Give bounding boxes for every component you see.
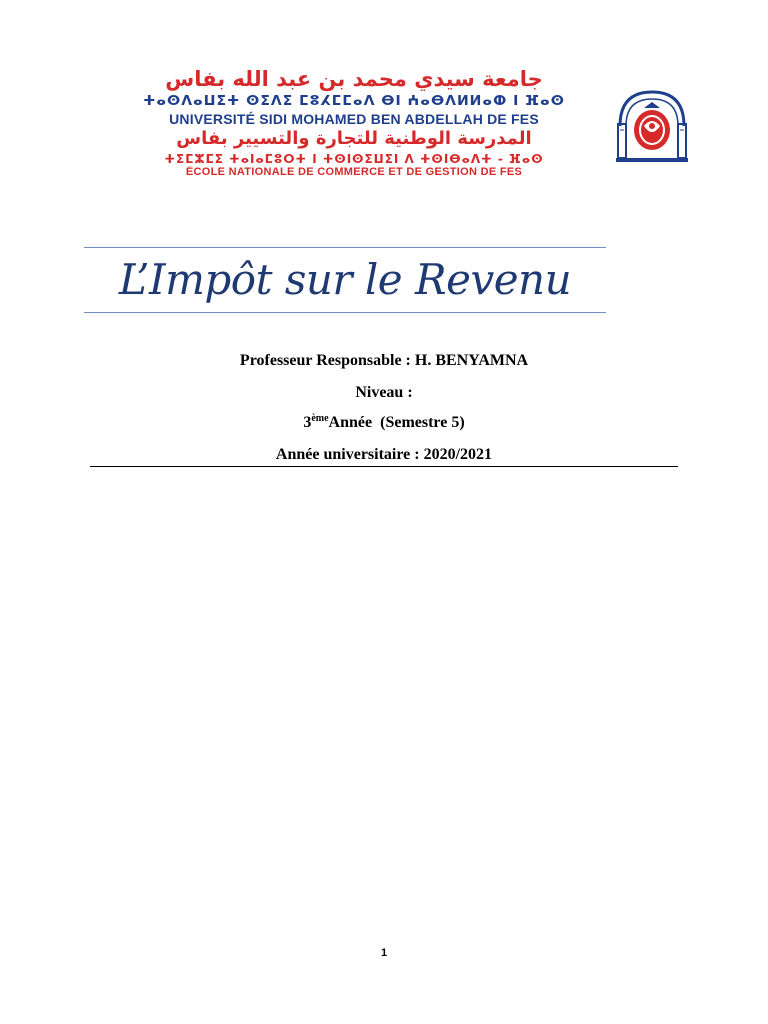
year-superscript: ème (311, 413, 329, 424)
letterhead (94, 66, 614, 178)
year-number: 3 (303, 414, 312, 431)
arabic-university-name: جامعة سيدي محمد بن عبد الله بفاس (165, 67, 543, 91)
year-label: Année (328, 414, 373, 431)
title-rule-top (84, 247, 606, 248)
document-title: L’Impôt sur le Revenu (118, 255, 572, 304)
arabic-school-name: المدرسة الوطنية للتجارة والتسيير بفاس (176, 128, 532, 149)
semester-label: (Semestre 5) (372, 414, 465, 431)
info-rule (90, 466, 678, 467)
french-university-name: UNIVERSITÉ SIDI MOHAMED BEN ABDELLAH DE FES (169, 111, 539, 127)
french-school-name: ÉCOLE NATIONALE DE COMMERCE ET DE GESTION DE FES (185, 166, 523, 178)
page-number: 1 (380, 947, 388, 959)
niveau-label: Niveau : (355, 384, 413, 401)
academic-year-line: Année universitaire : 2020/2021 (275, 446, 493, 463)
title-rule-bottom (84, 312, 606, 313)
university-emblem-icon (614, 86, 690, 170)
tifinagh-school-name: ⵜⵉⵎⵣⵎⵉ ⵜⴰⵏⴰⵎⵓⵔⵜ ⵏ ⵜⵙⵏⵙⵉⵡⵉⵏ ⴷ ⵜⵙⵏⴱⴰⴷⵜ - ⴼⴰⵙ (164, 152, 544, 166)
professor-line: Professeur Responsable : H. BENYAMNA (239, 352, 529, 369)
year-level-line (90, 413, 678, 433)
tifinagh-university-name: ⵜⴰⵙⴷⴰⵡⵉⵜ ⵙⵉⴷⵉ ⵎⵓⵃⵎⵎⴰⴷ ⴱⵏ ⵄⴰⴱⴷⵍⵍⴰⵀ ⵏ ⴼⴰⵙ (143, 93, 565, 109)
